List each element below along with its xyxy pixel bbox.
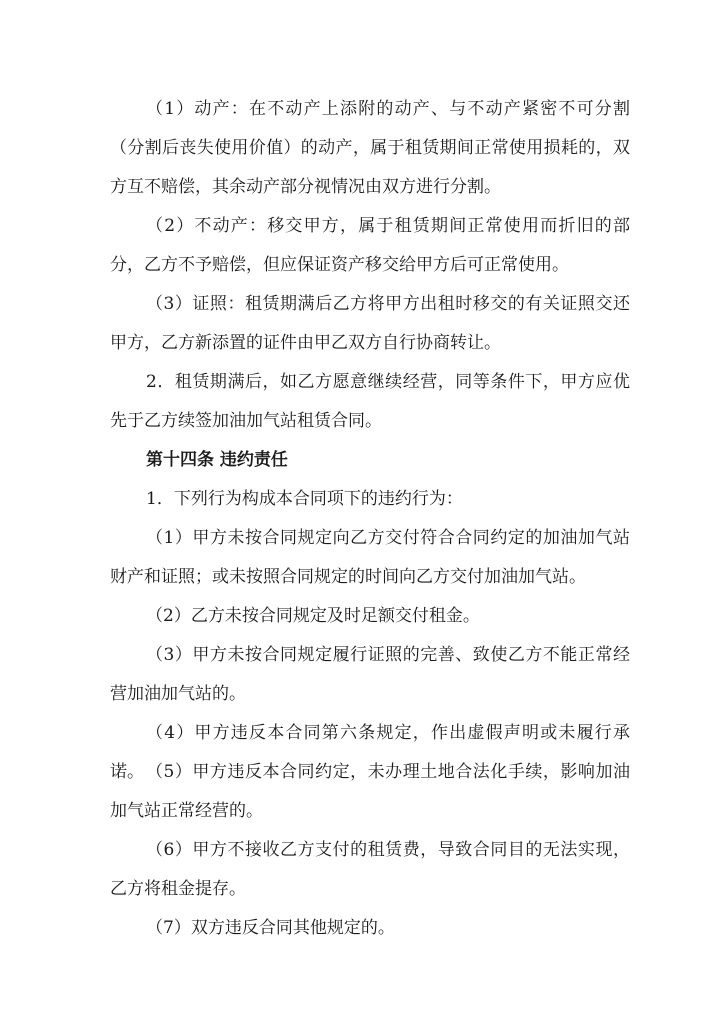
list-item-breach-4: （4）甲方违反本合同第六条规定，作出虚假声明或未履行承诺。: [110, 723, 630, 782]
paragraph-immovable-property: （2）不动产：移交甲方，属于租赁期间正常使用而折旧的部分，乙方不予赔偿，但应保证资产移交给甲方后可正常使用。: [110, 216, 630, 275]
list-item-breach-7: （7）双方违反合同其他规定的。: [146, 918, 395, 938]
paragraph-lease-renewal: 2．租赁期满后，如乙方愿意继续经营，同等条件下，甲方应优先于乙方续签加油加气站租赁合同。: [110, 372, 630, 431]
section-heading-breach-liability: 第十四条 违约责任: [146, 450, 288, 470]
paragraph-breach-intro: 1．下列行为构成本合同项下的违约行为：: [146, 489, 463, 509]
list-item-breach-3: （3）甲方未按合同规定履行证照的完善、致使乙方不能正常经营加油加气站的。: [110, 645, 630, 704]
list-item-breach-2: （2）乙方未按合同规定及时足额交付租金。: [146, 606, 480, 626]
list-item-breach-1: （1）甲方未按合同规定向乙方交付符合合同约定的加油加气站财产和证照；或未按照合同规定的时间向乙方交付加油加气站。: [110, 528, 630, 587]
paragraph-movable-property: （1）动产：在不动产上添附的动产、与不动产紧密不可分割（分割后丧失使用价值）的动产，属于租赁期间正常使用损耗的，双方互不赔偿，其余动产部分视情况由双方进行分割。: [110, 99, 630, 197]
list-item-breach-5: （5）甲方违反本合同约定，未办理土地合法化手续，影响加油加气站正常经营的。: [110, 762, 630, 821]
list-item-breach-6: （6）甲方不接收乙方支付的租赁费，导致合同目的无法实现，乙方将租金提存。: [110, 840, 630, 899]
paragraph-licenses: （3）证照：租赁期满后乙方将甲方出租时移交的有关证照交还甲方，乙方新添置的证件由甲乙双方自行协商转让。: [110, 294, 630, 353]
